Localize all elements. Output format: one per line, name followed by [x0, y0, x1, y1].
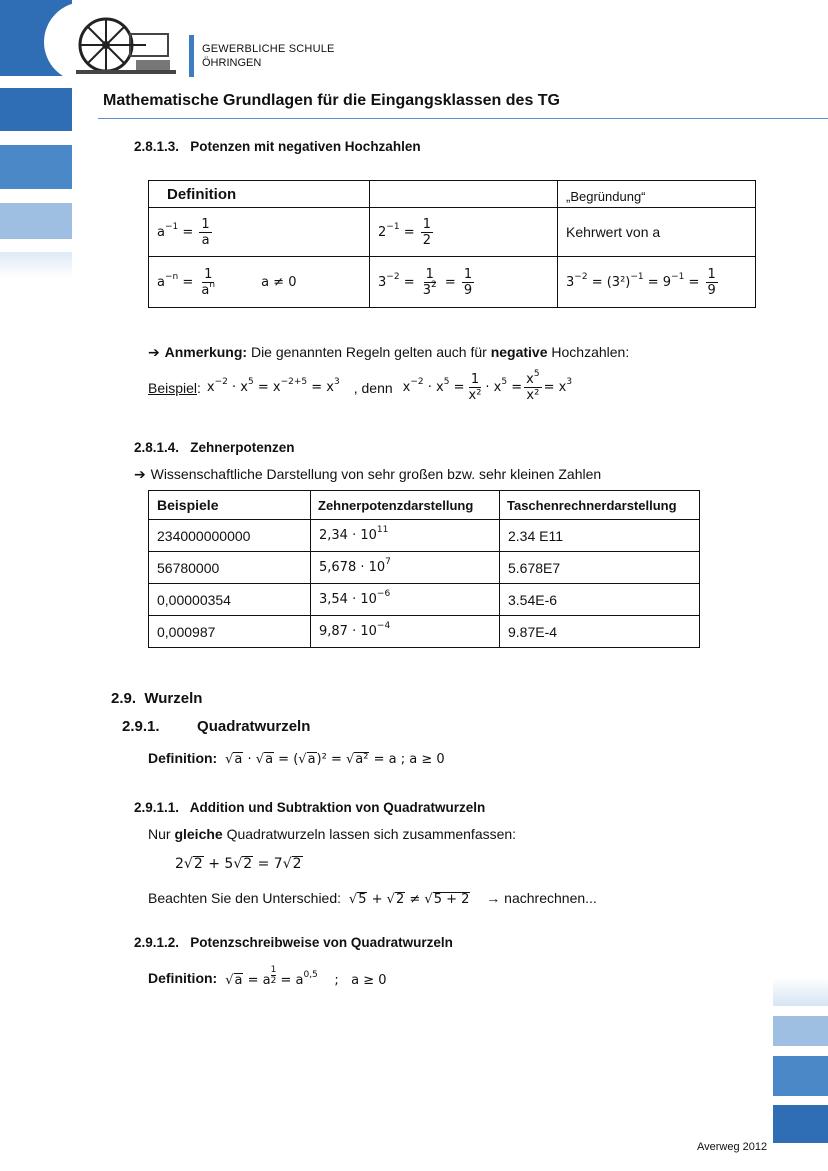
sqrt-definition: Definition: √a · √a = (√a)² = √a² = a ; a ≥ 0: [148, 750, 445, 767]
school-name-line2: ÖHRINGEN: [202, 57, 262, 69]
difference-line: Beachten Sie den Unterschied: √5 + √2 ≠ √5 + 2 → nachrechnen...: [148, 890, 597, 907]
row-power: $9,87 \cdot 10^{-4}$: [311, 616, 500, 648]
row-power: $5,678 \cdot 10^7$: [311, 552, 500, 584]
row-calc: 2.34 E11: [500, 520, 700, 552]
row-power: $3,54 \cdot 10^{-6}$: [311, 584, 500, 616]
gleiche-text: Nur gleiche Quadratwurzeln lassen sich zusammenfassen:: [148, 826, 517, 842]
sqrt-sum-example: 2√2 + 5√2 = 7√2: [175, 856, 302, 872]
section-heading-2911: 2.9.1.1. Addition und Subtraktion von Quadratwurzeln: [134, 800, 486, 815]
table-row: [149, 584, 700, 616]
school-name-line1: GEWERBLICHE SCHULE: [202, 43, 335, 55]
table-row: [149, 616, 700, 648]
section-heading-2813: 2.8.1.3. Potenzen mit negativen Hochzahlen: [134, 139, 421, 154]
side-block: [773, 1056, 828, 1096]
table-cell: $3^{-2}$ = $\frac{1}{3^2}$ = $\frac{1}{9}$: [370, 257, 558, 308]
side-block: [0, 252, 72, 278]
table-cell: $3^{-2} = (3^2)^{-1} = 9^{-1}$ = $\frac{1}{9}$: [558, 257, 756, 308]
side-block: [773, 978, 828, 1006]
section-heading-2912: 2.9.1.2. Potenzschreibweise von Quadratwurzeln: [134, 935, 453, 950]
footer-author: Averweg 2012: [697, 1141, 768, 1153]
side-block: [773, 1016, 828, 1046]
row-example: 0,00000354: [149, 584, 311, 616]
table-cell: $a^{-1}$ = $\frac{1}{a}$: [149, 208, 370, 257]
anmerkung-line: ➔ Anmerkung: Die genannten Regeln gelten auch für negative Hochzahlen:: [148, 344, 630, 361]
table-header-empty: [370, 181, 558, 208]
table-row: [149, 520, 700, 552]
side-block: [0, 88, 72, 131]
arrow-right-icon: ➔: [134, 467, 151, 483]
row-example: 234000000000: [149, 520, 311, 552]
zehnerpotenz-table: [148, 490, 700, 648]
row-example: 56780000: [149, 552, 311, 584]
section-heading-2814: 2.8.1.4. Zehnerpotenzen: [134, 440, 295, 455]
row-example: 0,000987: [149, 616, 311, 648]
table-cell: $2^{-1}$ = $\frac{1}{2}$: [370, 208, 558, 257]
row-calc: 5.678E7: [500, 552, 700, 584]
side-block: [773, 1105, 828, 1143]
row-calc: 3.54E-6: [500, 584, 700, 616]
table-cell-kehrwert: Kehrwert von a: [558, 208, 756, 257]
section-heading-29: 2.9. Wurzeln: [111, 690, 203, 707]
page-title: Mathematische Grundlagen für die Eingangsklassen des TG: [103, 92, 560, 109]
table-header-begruendung: „Begründung“: [558, 181, 756, 208]
column-header: Zehnerpotenzdarstellung: [311, 491, 500, 520]
table-row: [149, 552, 700, 584]
table-header-definition: Definition: [149, 181, 370, 208]
example-line: Beispiel : $x^{-2} \cdot x^5 = x^{-2+5} = x^3$ , denn $x^{-2} \cdot x^5$ = $\frac{1}{\text{x²}}$ · $x^5$ = $\frac{x^5}{\text{x²}}$ = $x^3$: [148, 369, 573, 403]
logo-divider: [189, 35, 194, 77]
header-rule: [98, 118, 828, 119]
row-power: $2,34 \cdot 10^{11}$: [311, 520, 500, 552]
steam-engine-icon: [76, 14, 178, 76]
zehner-intro: ➔ Wissenschaftliche Darstellung von sehr großen bzw. sehr kleinen Zahlen: [134, 466, 602, 483]
side-block: [0, 145, 72, 189]
row-calc: 9.87E-4: [500, 616, 700, 648]
column-header: Taschenrechnerdarstellung: [500, 491, 700, 520]
side-block: [0, 203, 72, 239]
power-notation-definition: Definition: √a = a $\frac{1}{2}$ = $a^{0,5}$ ; a ≥ 0: [148, 965, 387, 988]
section-heading-291: 2.9.1. Quadratwurzeln: [122, 718, 311, 735]
column-header: Beispiele: [149, 491, 311, 520]
arrow-right-icon: ➔: [148, 345, 165, 361]
table-cell: $a^{-n}$ = $\frac{1}{a^n}$ a ≠ 0: [149, 257, 370, 308]
negative-exponent-table: [148, 180, 756, 308]
